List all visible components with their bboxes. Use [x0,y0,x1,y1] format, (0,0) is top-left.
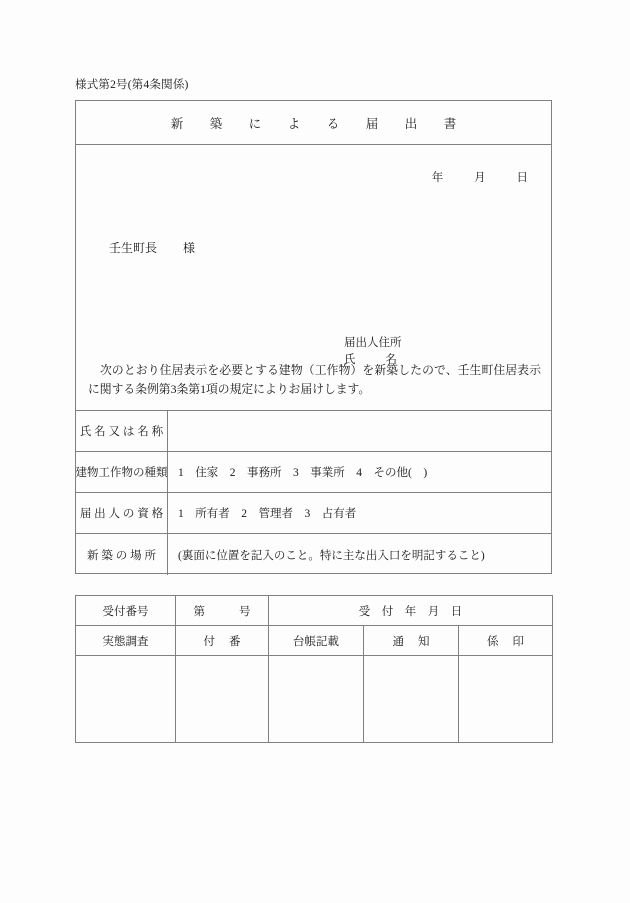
date-year-label: 年 [431,172,445,184]
field-row-building-type [76,452,551,493]
field-label-building-type: 建物工作物の種類 [76,452,168,492]
admin-cell-receipt-date-label[interactable]: 受 付 年 月 日 [269,596,553,626]
field-rows [76,411,551,574]
field-label-construction-location: 新 築 の 場 所 [76,534,168,575]
field-row-applicant-qualification [76,493,551,534]
field-row-name [76,411,551,452]
seal-label-part2: 印 [512,635,525,648]
admin-table-row-receipt [76,596,553,626]
addressee-honorific: 様 [183,241,196,255]
admin-cell-numbering-label [176,626,269,656]
main-form-box [75,100,552,574]
document-title: 新 築 に よ る 届 出 書 [170,116,464,131]
admin-cell-seal-label [459,626,553,656]
admin-cell-notice-label [364,626,459,656]
submitter-name-label-part1: 氏 [344,354,356,366]
title-band [76,101,551,145]
field-value-name[interactable] [168,411,551,451]
addressee-line [109,239,195,256]
notice-label-part1: 通 [392,635,404,648]
notice-label-part2: 知 [418,635,430,648]
field-value-construction-location[interactable]: (裏面に位置を記入のこと。特に主な出入口を明記すること) [178,549,485,562]
numbering-label-part1: 付 [203,635,215,648]
body-paragraph: 次のとおり住居表示を必要とする建物（工作物）を新築したので、壬生町住居表示に関する条例第3条第1項の規定によりお届けします。 [88,363,541,396]
administrative-table [75,595,553,743]
admin-cell-numbering-entry[interactable] [176,656,269,743]
date-line [432,169,529,185]
admin-cell-notice-entry[interactable] [364,656,459,743]
form-number-label: 様式第2号(第4条関係) [75,79,189,91]
submitter-address-label: 届出人住所 [344,337,402,349]
addressee-recipient: 壬生町長 [109,241,158,255]
admin-cell-seal-entry[interactable] [459,656,553,743]
admin-cell-survey-label: 実態調査 [76,626,176,656]
field-value-applicant-qualification[interactable]: 1 所有者 2 管理者 3 占有者 [178,508,357,520]
admin-cell-receipt-number-label: 受付番号 [76,596,176,626]
receipt-number-prefix: 第 [193,605,205,618]
numbering-label-part2: 番 [229,635,241,648]
admin-cell-receipt-number-value[interactable] [176,596,269,626]
field-row-construction-location [76,534,551,575]
date-day-label: 日 [516,172,529,184]
admin-cell-survey-entry[interactable] [76,656,176,743]
receipt-number-suffix: 号 [239,605,251,618]
admin-table-row-entry [76,656,553,743]
field-label-name: 氏 名 又 は 名 称 [76,411,168,451]
field-value-building-type[interactable]: 1 住家 2 事務所 3 事業所 4 その他( ) [178,467,428,479]
field-label-applicant-qualification: 届 出 人 の 資 格 [76,493,168,533]
free-entry-area [76,145,551,411]
submitter-name-label-part2: 名 [385,354,397,366]
admin-cell-ledger-label: 台帳記載 [269,626,364,656]
admin-table-row-process-headers [76,626,553,656]
seal-label-part1: 係 [487,635,499,648]
date-month-label: 月 [474,172,487,184]
admin-cell-ledger-entry[interactable] [269,656,364,743]
